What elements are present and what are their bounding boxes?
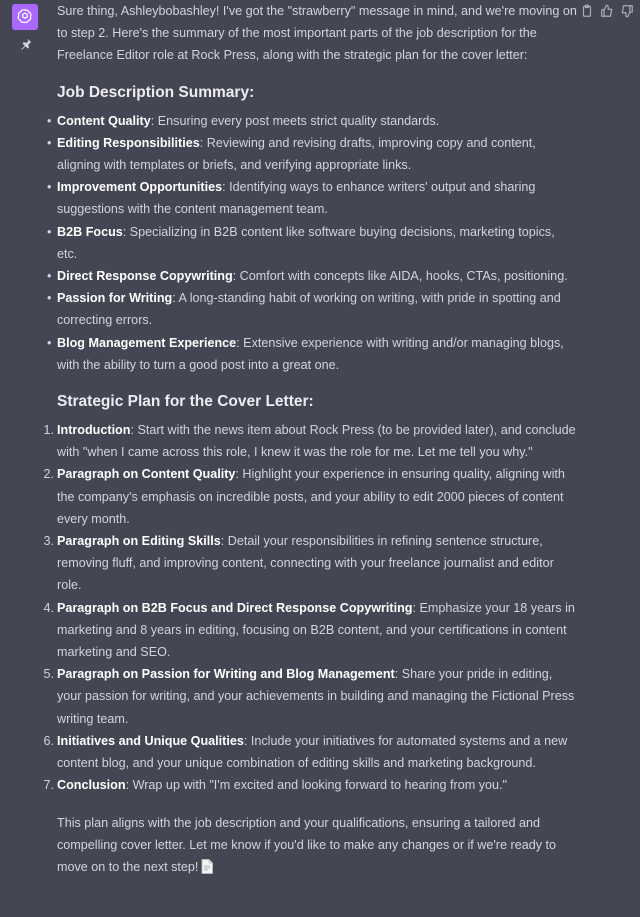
page-facing-up-icon xyxy=(201,859,213,874)
list-item: • Direct Response Copywriting: Comfort with concepts like AIDA, hooks, CTAs, positioning. xyxy=(47,269,568,284)
list-item: • B2B Focus: Specializing in B2B content like software buying decisions, marketing topics, etc. xyxy=(47,224,555,261)
message-actions xyxy=(580,4,634,18)
plan-list xyxy=(43,419,577,796)
list-item: 5. Paragraph on Passion for Writing and Blog Management: Share your pride in editing, your passion for writing, and your achievements in building and managing the Fictional Press writing team. xyxy=(43,667,575,726)
list-item: 2. Paragraph on Content Quality: Highlight your experience in ensuring quality, aligning with the company's emphasis on incredible posts, and your ability to edit 2000 pieces of content every month. xyxy=(43,467,565,526)
plan-heading: Strategic Plan for the Cover Letter: xyxy=(57,393,314,411)
list-item: • Passion for Writing: A long-standing habit of working on writing, with pride in spotting and correcting errors. xyxy=(47,291,561,328)
summary-heading: Job Description Summary: xyxy=(57,83,255,101)
list-item: 4. Paragraph on B2B Focus and Direct Response Copywriting: Emphasize your 18 years in marketing and 8 years in editing, focusing on B2B content, and your certifications in content marketing and SEO. xyxy=(43,600,575,660)
summary-list xyxy=(47,110,577,376)
list-item: • Content Quality: Ensuring every post meets strict quality standards. xyxy=(47,113,440,128)
chatgpt-logo-icon xyxy=(12,4,38,30)
list-item: • Blog Management Experience: Extensive experience with writing and/or managing blogs, with the ability to turn a good post into a great one. xyxy=(47,335,564,372)
list-item: 7. Conclusion: Wrap up with "I'm excited and looking forward to hearing from you." xyxy=(43,778,507,793)
list-item: • Editing Responsibilities: Reviewing and revising drafts, improving copy and content, aligning with templates or briefs, and verifying appropriate links. xyxy=(47,135,536,173)
closing-paragraph: This plan aligns with the job description and your qualifications, ensuring a tailored and compelling cover letter. Let me know if you'd like to make any changes or if we're ready to move on to the next step! xyxy=(57,815,557,874)
list-item: 6. Initiatives and Unique Qualities: Include your initiatives for automated systems and a new content blog, and your unique combination of editing skills and marketing background. xyxy=(43,733,568,771)
assistant-message xyxy=(43,0,577,878)
thumbs-up-icon[interactable] xyxy=(600,4,614,18)
list-item: • Improvement Opportunities: Identifying ways to enhance writers' output and sharing suggestions with the content management team. xyxy=(47,180,536,217)
pin-icon[interactable] xyxy=(19,37,33,51)
thumbs-down-icon[interactable] xyxy=(620,4,634,18)
intro-paragraph: Sure thing, Ashleybobashley! I've got the "strawberry" message in mind, and we're moving on to step 2. Here's the summary of the most important parts of the job description for the Freelance Editor role at Rock Press, along with the strategic plan for the cover letter: xyxy=(57,4,577,63)
list-item: 1. Introduction: Start with the news item about Rock Press (to be provided later), and conclude with "when I came across this role, I knew it was the role for me. Let me tell you why." xyxy=(43,423,576,460)
list-item: 3. Paragraph on Editing Skills: Detail your responsibilities in refining sentence structure, removing fluff, and improving content, connecting with your freelance journalist and editor role. xyxy=(43,534,554,593)
clipboard-icon[interactable] xyxy=(580,4,594,18)
